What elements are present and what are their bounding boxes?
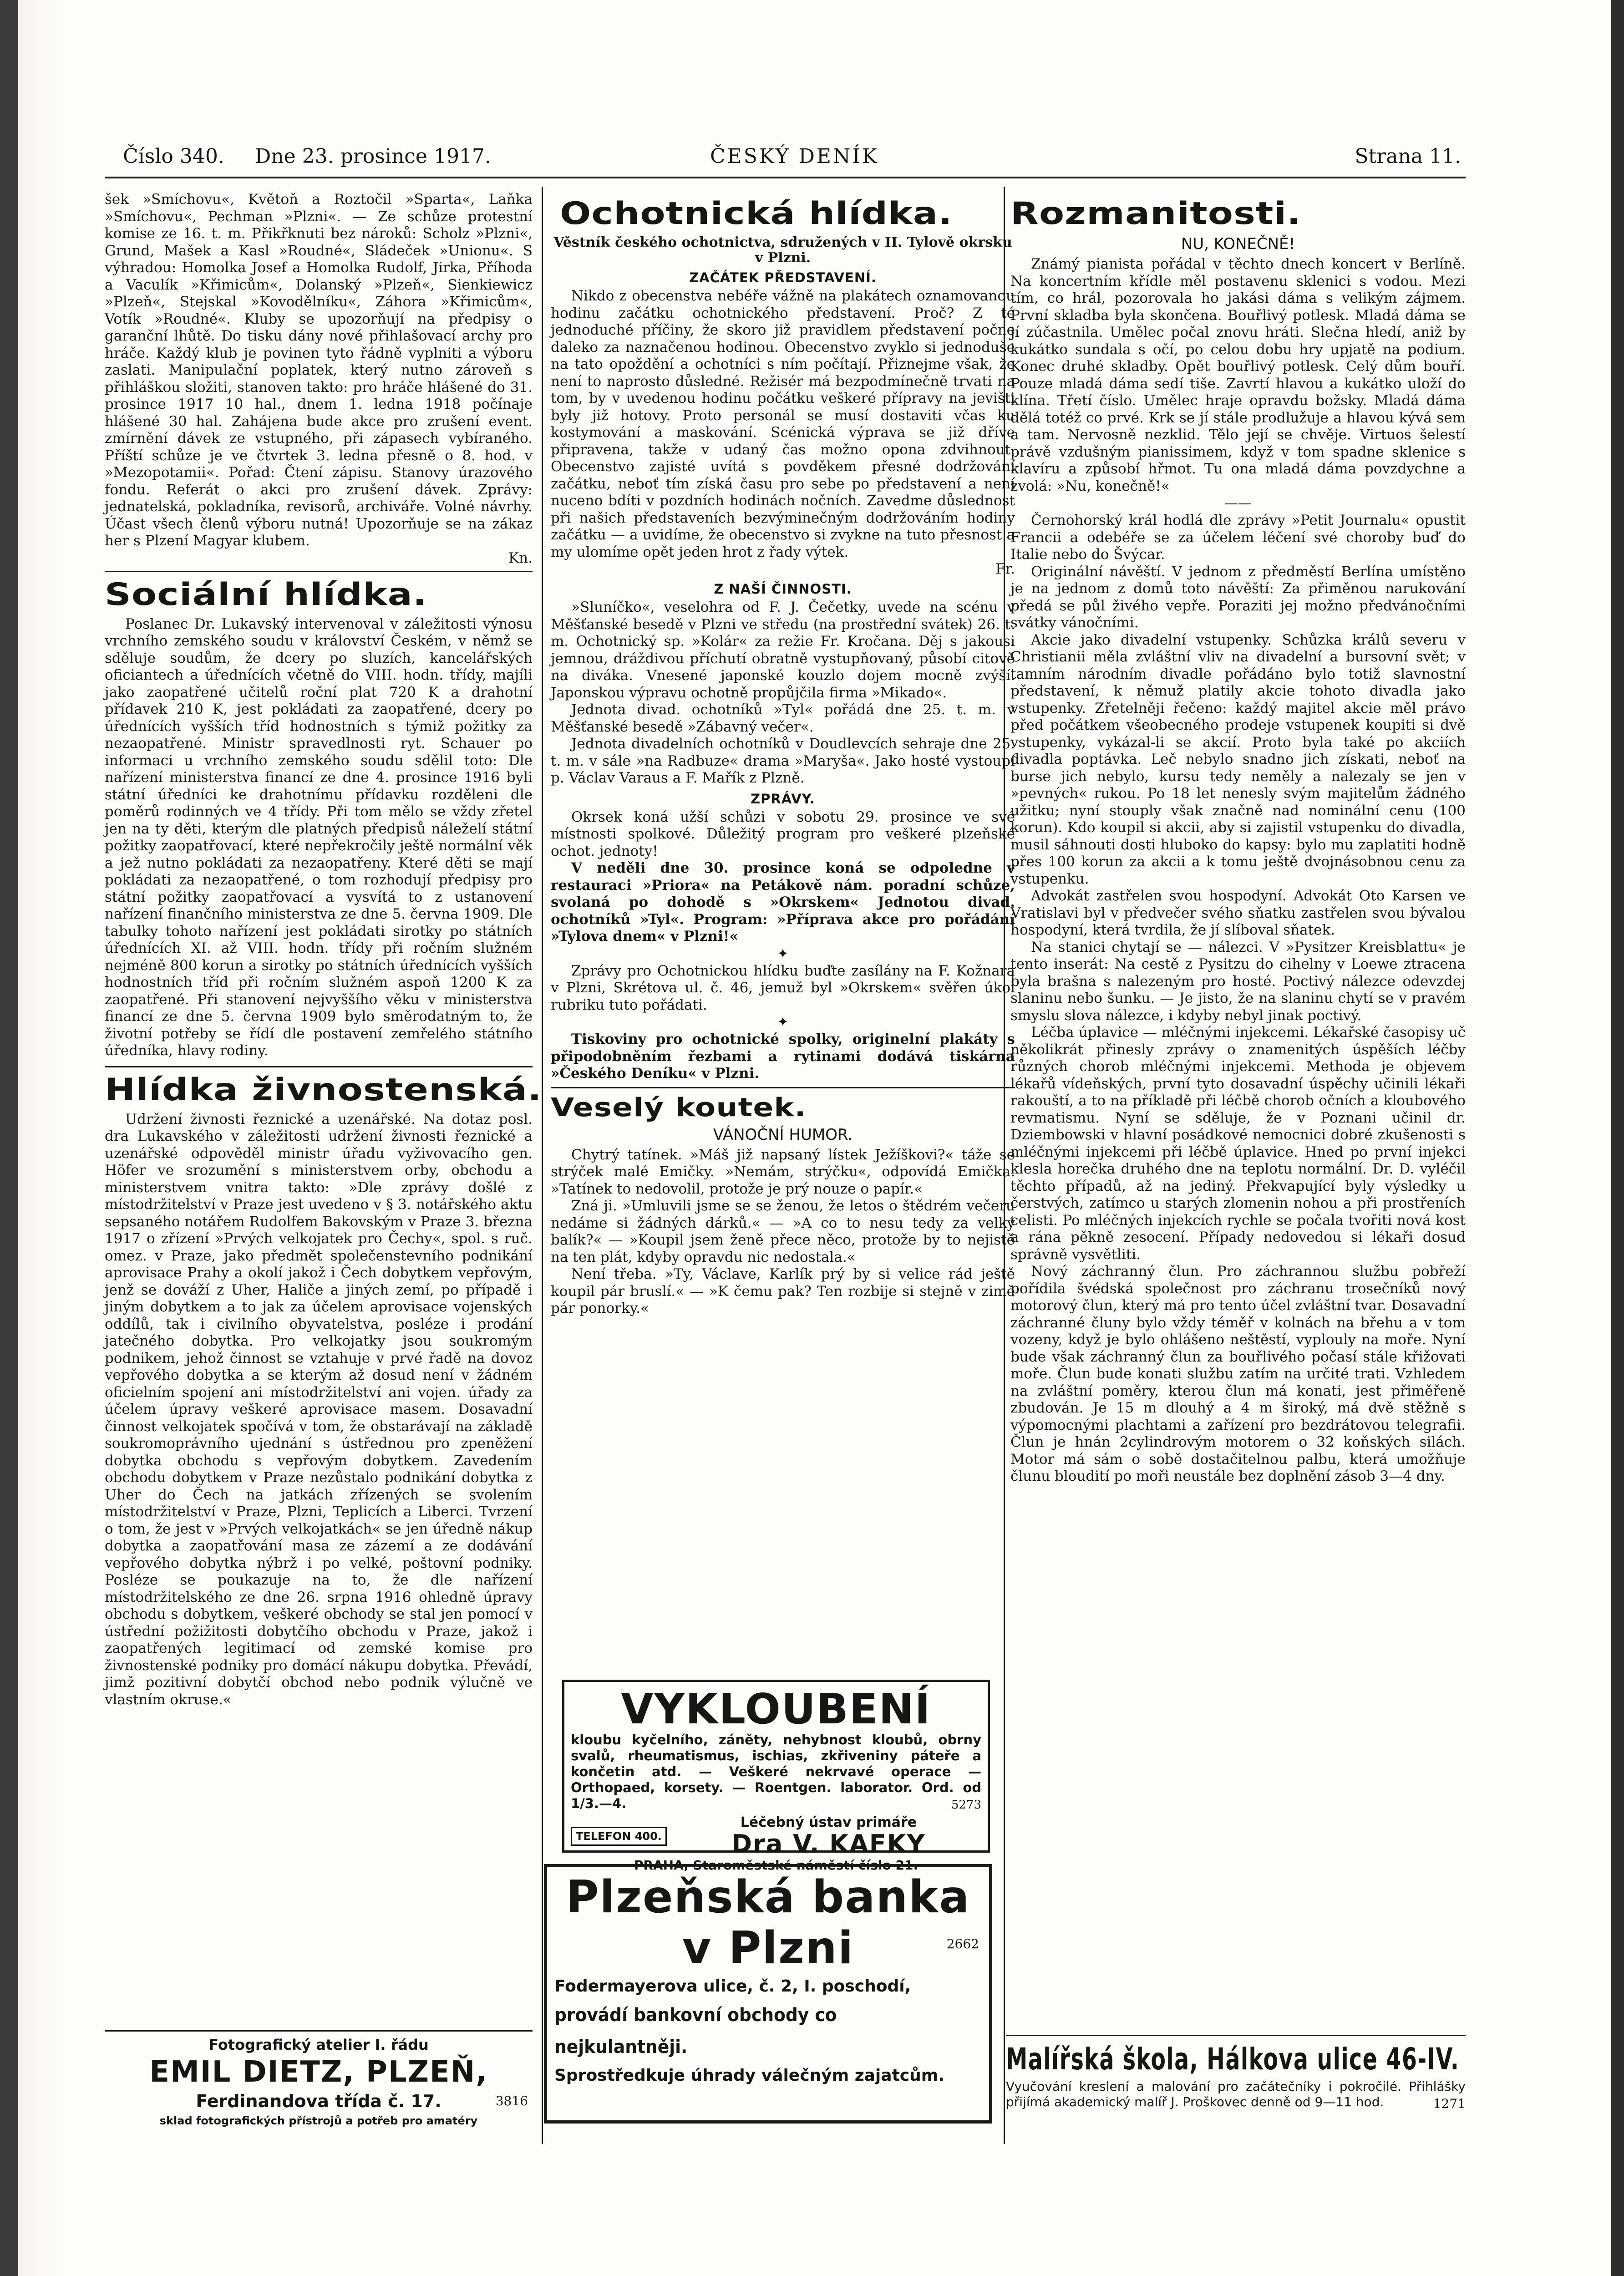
ad-vyk-doctor: Dra V. KAFKY: [731, 1829, 926, 1858]
activity-title: Z NAŠÍ ČINNOSTI.: [714, 581, 852, 597]
amateur-theatre-subtitle: Věstník českého ochotnictva, sdružených v II. Tylově okrsku v Plzni.: [553, 234, 1012, 266]
ad-rule: [105, 2030, 533, 2032]
lawyer-article: Advokát zastřelen svou hospodyní. Advokát Oto Karsen ve Vratislavi byl v předvečer svého sňatku zastřelen svou bývalou hospodyní, která tvrdila, že jí slíboval sňatek.: [1010, 888, 1466, 938]
masthead-rule: [105, 177, 1466, 178]
ad-bank-line2: provádí bankovní obchody co nejkulantněji.: [554, 2005, 837, 2058]
ad-vyk-address: PRAHA, Staroměstské náměstí číslo 21.: [634, 1858, 919, 1873]
scan-edge-left: [0, 0, 18, 2276]
ad-vyk-code: 5273: [951, 1798, 981, 1812]
ad-bank-code: 2662: [946, 1936, 979, 1951]
column-1: [105, 191, 542, 1708]
finally-article: Známý pianista pořádal v těchto dnech koncert v Berlíně. Na koncertním křídle měl postavenu sklenici s vodou. Mezi tím, co hrál, pozorovala ho jakási dáma s velikým zájmem. První skladba byla skončena. Bouřlivý potlesk. Mladá dáma se jí zúčastnila. Umělec počal znovu hráti. Slečna hledí, aniž by kukátko sundala s očí, po celou dobu hry upjatě na podium. Konec druhé skladby. Opět bouřlivý potlesk. Celý dům bouří. Pouze mladá dáma sedí tiše. Zavrtí hlavou a kukátko uloží do klína. Třetí číslo. Umělec hraje opravdu božsky. Mladá dáma dělá totéž co prvé. Krk se jí stále prodlužuje a hlavou kývá sem a tam. Nervosně nezklid. Tělo její se chvěje. Virtuos šelestí právě vzdušným pianissimem, když v tom spadne sklenice s klavíru a způsobí hřmot. Tu ona mladá dáma povzdychne a zvolá: »Nu, konečně!«: [1010, 256, 1466, 494]
ad-bank-title2: v Plzni: [682, 1922, 854, 1974]
reports-title: ZPRÁVY.: [751, 791, 815, 807]
trade-heading: Hlídka živnostenská.: [105, 1072, 542, 1108]
ad-vyk-phone: TELEFON 400.: [571, 1827, 667, 1846]
amateur-theatre-heading: Ochotnická hlídka.: [560, 196, 953, 232]
ad-rule: [1006, 2035, 1466, 2036]
activity-article: »Sluníčko«, veselohra od F. J. Čečetky, uvede na scénu v Měšťanské besedě v Plzni ve středu (na prostřední svátek) 26. t. m. Ochotnický sp. »Kolár« za režie Fr. Kročana. Děj s jakousi jemnou, dráždivou příchutí obratně vystupňovaný, působí citově na diváka. Vnesené japonské kouzlo dojem mocně zvýší. Japonskou výpravu ochotně propůjčila firma »Mikado«.: [551, 599, 1015, 701]
print-article: Tiskoviny pro ochotnické spolky, originelní plakáty s připodobněním řezbami a rytinami dodává tiskárna »Českého Deníku« v Plzni.: [551, 1031, 1015, 1082]
found-article: Na stanici chytají se — nálezci. V »Pysitzer Kreisblattu« je tento inserát: Na cestě z Pysitzu do cihelny v Loewe ztracena byla brašna s nalezeným pro hosté. Poctivý nálezce odevzdej slaninu nebo šunku. — Je jisto, že na slaninu chytí se v pravém smyslu slova nálezce, i kdyby nebyl jinak poctivý.: [1010, 939, 1466, 1024]
ad-dietz-code: 3816: [495, 2093, 528, 2108]
ad-dietz-name: EMIL DIETZ, PLZEŇ,: [149, 2055, 488, 2089]
sport-article: šek »Smíchovu«, Květoň a Roztočil »Sparta«, Laňka »Smíchovu«, Pechman »Plzni«. — Ze schůze protestní komise ze 16. t. m. Přikřknuti bez nároků: Scholz »Plzni«, Grund, Mašek a Kasl »Roudné«, Sládeček »Unionu«. S výhradou: Homolka Josef a Homolka Rudolf, Jirka, Příhoda a Vaculík »Křimicům«, Dolanský »Plzeň«, Sienkiewicz »Plzeň«, Stejskal »Kovodělníku«, Záhora »Křimicům«, Votík »Roudné«. Kluby se upozorňují na předpisy o garanční lhůtě. Do tisku dány nové přihlašovací archy pro hráče. Každý klub je povinen tyto řádně vyplniti a výboru zaslati. Manipulační poplatek, který nutno zároveň s přihláškou složiti, stanoven takto: pro hráče hlášené do 31. prosince 1917 10 hal., dnem 1. ledna 1918 počínaje hlášené 30 hal. Zahájena bude akce pro zrušení event. zmírnění dávek ze vstupného, při zápasech vybíraného. Příští schůze je ve čtvrtek 3. ledna přesně o 8. hod. v »Mezopotamii«. Pořad: Čtení zápisu. Stanovy úrazového fondu. Referát o akci pro zrušení dávek. Zprávy: jednatelská, pokladníka, revisorů, archiváře. Volné návrhy. Účast všech členů výboru nutná! Upozorňuje se na zákaz her s Plzení Magyar klubem.: [105, 191, 533, 549]
trade-article: Udržení živnosti řeznické a uzenářské. Na dotaz posl. dra Lukavského v záležitosti udržení živnosti řeznické a uzenářské odpověděl ministr úřadu vyživovacího gen. Höfer ve srozumění s ministerstvem orby, obchodu a ministerstvem vnitra takto: »Dle zprávy došlé z místodržitelství v Praze jest uvedeno v § 3. notářského aktu sepsaného notářem Rudolfem Bakovským v Praze 3. března 1917 o zřízení »Prvých velkojatek pro Čechy«, spol. s ruč. omez. v Praze, jako předmět společenstevního podnikání aprovisace Prahy a okolí jakož i Čech dobytkem vepřovým, jenž se dováží z Uher, Haliče a jiných zemí, po případě i jiným dobytkem a to jak za účelem aprovisace vojenských oddílů, tak i civilního obyvatelstva, posléze i prodání jatečného dobytka. Pro velkojatky jsou soukromým podnikem, jehož činnost se vztahuje v prvé řadě na dovoz vepřového dobytka a se kterým až dosud není v žádném oficielním spojení ani místodržitelství ani vojen. úřady za účelem úpravy veškeré aprovisace masem. Dosavadní činnost velkojatek spočívá v tom, že obstarávají na základě soukromoprávního ujednání s ústřednou pro zpeněžení dobytka obchodu s vepřovým dobytkem. Zavedením obchodu dobytkem v Praze nezůstalo podnikání dobytka z Uher do Čech na jatkách zřízených se svolením místodržitelství v Praze, Plzni, Teplicích a Liberci. Tvrzení o tom, že jest v »Prvých velkojatkách« se jen úředně nákup dobytka a zaopatřování masa ze zázemí a ze dodávání vepřového dobytka nýbrž i po velké, poštovní podniky. Posléze se poukazuje na to, že dle nařízení místodržitelského ze dne 26. srpna 1916 ohledně úpravy obchodu s dobytkem, veškeré obchody se stal jen pomocí v ústřední požižitosti dobytčího obchodu v Praze, jakož i zaopatřených legitimací od zemské komise pro živnostenské podniky pro domácí nákupu dobytka. Převádí, jimž pozitivní dobytčí obchod nebo podnik výlučně ve vlastním okruse.«: [105, 1111, 533, 1708]
separator: ✦: [777, 1014, 789, 1030]
ad-school-text: Vyučování kreslení a malování pro začátečníky i pokročilé. Přihlášky přijímá akademický malíř J. Proškovec denně od 9—11 hod.: [1006, 2079, 1466, 2109]
funny-heading: Veselý koutek.: [551, 1092, 807, 1123]
start-title: ZAČÁTEK PŘEDSTAVENÍ.: [689, 270, 877, 285]
ad-school: [1006, 2035, 1466, 2144]
ad-vyk-inst: Léčebný ústav primáře: [740, 1814, 917, 1830]
masthead: [123, 145, 1461, 172]
send-article: Zprávy pro Ochotnickou hlídku buďte zasílány na F. Kožnara v Plzni, Skrétova ul. č. 46, jemuž byl »Okrskem« svěřen úkol rubriku tuto pořádati.: [551, 962, 1015, 1013]
social-article: Poslanec Dr. Lukavský intervenoval v záležitosti výnosu vrchního zemského soudu v království Českém, v němž se sděluje soudům, že dcery po sluzích, kancelářských oficiantech a úřednících včetně do VIII. hodn. třídy, majíli jako zaopatřené učitelů roční plat 720 K a drahotní přídavek 210 K, jest pokládati za zaopatřené, dcery po úřednících vyšších tříd hodnostních s týmiž požitky za nezaopatřené. Ministr spravedlnosti ryt. Schauer po informaci u vrchního zemského soudu sdělil toto: Dle nařízení ministerstva financí ze dne 4. prosince 1916 byli státní úředníci ke drahotnímu přídavku rozděleni dle poměrů rodinných ve 4 třídy. Při tom mělo se vždy zřetel jen na ty děti, kterým dle platných předpisů náleželí státní požitky zaopatřovací, které nepřekročily ještě normální věk a jež nutno pokládati za nezaopatřeny. Které děti se mají pokládati za nezaopatřené, o tom rozhodují předpisy pro státní požitky zaopatřovací a vysvítá to z ustanovení nařízení finančního ministerstva ze dne 5. června 1909. Dle tabulky tohoto nařízení jest pokládati sirotky po státních úřednících XI. až VIII. hodn. třídy při ročním služném nejméně 800 korun a sirotky po státních úřednících vyšších hodnostních tříd při ročním služném aspoň 1200 K za zaopatřené. Při stanovení nejvyššího věku v ministerstva financí ze dne 5. června 1909 bylo směrodatným to, že životní potřeby se řídí dle postavení zemřelého státního úředníka, hlavy rodiny.: [105, 615, 533, 1059]
meeting-article: V neděli dne 30. prosince koná se odpoledne v restauraci »Priora« na Petákově nám. poradní schůze, svolaná po dohodě s »Okrskem« Jednotou divad. ochotníků »Tyl«. Program: »Příprava akce pro pořádání »Tylova dnem« v Plzni!«: [551, 860, 1015, 945]
reports-article: Okrsek koná užší schůzi v sobotu 29. prosince ve své místnosti spolkové. Důležitý program pro veškeré plzeňské ochot. jednoty!: [551, 808, 1015, 859]
section-rule: [105, 1066, 533, 1067]
joke-2: Zná ji. »Umluvili jsme se se ženou, že letos o štědrém večeru nedáme si žádných dárků.« — »A co to nesu tedy za velký balík?« — »Koupil jsem ženě přece něco, protože by to nejistě na ten plát, kdyby opravdu nic nedostala.«: [551, 1198, 1015, 1265]
issue-date: Dne 23. prosince 1917.: [255, 145, 491, 168]
miscellany-subtitle: NU, KONEČNĚ!: [1181, 235, 1295, 253]
ad-school-code: 1271: [1433, 2096, 1466, 2111]
ad-dietz-street: Ferdinandova třída č. 17.: [196, 2091, 442, 2111]
ad-vyk-title: VYKLOUBENÍ: [621, 1685, 931, 1733]
ad-dietz-line1: Fotografický atelier I. řádu: [208, 2036, 429, 2053]
section-rule: [551, 1087, 1015, 1088]
funny-subtitle: VÁNOČNÍ HUMOR.: [713, 1125, 853, 1144]
joke-3: Není třeba. »Ty, Václave, Karlík prý by si velice rád ještě koupil pár bruslí.« — »K čemu pak? Ten rozbije si stejně v zimě pár ponorky.«: [551, 1266, 1015, 1316]
separator: ——: [1224, 495, 1252, 511]
social-heading: Sociální hlídka.: [105, 576, 427, 613]
ad-plzenska-banka: [544, 1864, 992, 2124]
page-number: Strana 11.: [1355, 145, 1461, 168]
ad-bank-line1: Fodermayerova ulice, č. 2, I. poschodí,: [554, 1977, 911, 1996]
start-article: Nikdo z obecenstva nebéře vážně na plakátech oznamovanou hodinu začátku ochotnického představení. Proč? Z té jednoduché příčiny, že skoro již pravidlem představení počne daleko za naznačenou hodinou. Obecenstvo zvyklo si jednoduše na tato opoždění a ochotníci s ním počítají. Přiznejme však, že není to naprosto důsledné. Režisér má bezpodmínečně trvati na tom, by v uvedenou hodinu počátku veškeré přípravy na jevišti byly již hotovy. Proto personál se musí dostaviti včas ku kostymování a maskování. Scénická výprava se již dříve připravena, takže v udaný čas možno opona zdvihnout. Obecenstvo zajisté uvítá s povděkem přesné dodržování začátku, neboť tím získá času pro sebe po představení a není nuceno bdíti v pozdních hodinách nočních. Zavedme důslednost při našich představeních bezvýminečným dodržováním hodiny začátku — a uvidíme, že obecenstvo si zvykne na tuto přesnost a my ulomíme opět jeden hrot z řady výtek.: [551, 288, 1015, 560]
original-article: Originální návěští. V jednom z předměstí Berlína umístěno je na jednom z domů toto návěští: Za přiměnou narukování předá se půl živého vepře. Poraziti jej možno předvánočními svátky vánočními.: [1010, 563, 1466, 631]
ad-school-title: Malířská škola, Hálkova ulice 46-IV.: [1006, 2042, 1460, 2077]
doudlevce-article: Jednota divadelních ochotníků v Doudlevcích sehraje dne 25. t. m. v sále »na Radbuze« drama »Maryša«. Jako hosté vystoupí p. Václav Varaus a F. Mařík z Plzně.: [551, 736, 1015, 786]
section-rule: [105, 571, 533, 572]
column-3: [1010, 191, 1466, 1485]
start-signature: Fr.: [995, 561, 1015, 577]
ad-bank-line3: Sprostředkuje úhrady válečným zajatcům.: [554, 2066, 944, 2085]
ad-vyk-text: kloubu kyčelního, záněty, nehybnost kloubů, obrny svalů, rheumatismus, ischias, zkřiveniny páteře a končetin atd. — Veškeré nekrvavé operace — Orthopaed, korsety. — Roentgen. laborator. Ord. od 1/3.—4.: [571, 1732, 981, 1811]
montenegro-article: Černohorský král hodlá dle zprávy »Petit Journalu« opustit Francii a odebéře se za účelem léčení své choroby buď do Italie nebo do Švýcar.: [1010, 512, 1466, 563]
shares-article: Akcie jako divadelní vstupenky. Schůzka králů severu v Christianii měla zvláštní vliv na divadelní a bursovní svět; v tamním národním divadle pořádáno bylo totiž slavnostní představení, k němuž platily akcie tohoto divadla jako vstupenky. Zřetelněji řečeno: každý majitel akcie měl právo před počátkem všeobecného prodeje vstupenek koupiti si dvě vstupenky, vykázal-li se akcií. Proto byla také po akciích divadla poptávka. Leč nebylo snadno jich získati, neboť na burse jich nebylo, kursu tedy neměly a nalezaly se jen v »pevných« rukou. Po 18 let nenesly svým majitelům žádného užitku; nyní stouply však značně nad nominální cenu (100 korun). Kdo koupil si akcii, aby si zajistil vstupenku do divadla, musil sáhnouti dosti hluboko do kapsy: bylo mu zaplatiti hodně přes 100 korun za akcii a k tomu ještě dvojnásobnou cenu za vstupenku.: [1010, 631, 1466, 887]
scan-edge-right: [1611, 0, 1624, 2276]
separator: ✦: [777, 945, 789, 962]
ad-dietz: [105, 2030, 533, 2149]
tyl-article: Jednota divad. ochotníků »Tyl« pořádá dne 25. t. m. v Měšťanské besedě »Zábavný večer«.: [551, 701, 1015, 735]
sport-signature: Kn.: [508, 549, 533, 566]
ad-dietz-line3: sklad fotografických přístrojů a potřeb pro amatéry: [159, 2114, 478, 2127]
ad-bank-title1: Plzeňská banka: [566, 1871, 970, 1923]
typhus-article: Léčba úplavice — mléčnými injekcemi. Lékařské časopisy uč několikrát přinesly zprávy o znamenitých úspěších léčby různých chorob mléčnými injekcemi. Methoda je objevem lékařů vídeňských, první tyto dosavadní úspěchy učinili lékaři rakouští, a to na příkladě při léčbě chorob očních a kloubového revmatismu. Nyní se sděluje, že v Poznani učinil dr. Dziembowski v hlavní posádkové nemocnici dobré zkušenosti s mléčnými injekcemi při léčbě úplavice. Hned po první injekci klesla horečka druhého dne na teplotu normální. Dr. D. vyléčil těchto případů, až na jediný. Překvapující byly výsledky u čerstvých, zatímco u starých zlomenin nohou a při prostřeních celisti. Po mléčných injekcích rychle se počala tvořiti nová kost a rána pěkně zesocení. Případy nedovedou si lékaři dosud správně vysvětliti.: [1010, 1024, 1466, 1263]
column-2: [551, 191, 1015, 1317]
ad-vykloubeni: [562, 1680, 990, 1873]
miscellany-heading: Rozmanitosti.: [1010, 196, 1301, 232]
boat-article: Nový záchranný člun. Pro záchrannou službu pobřeží pořídila švédská společnost pro záchranu trosečníků nový motorový člun, který má pro tento účel zvláštní tvar. Dosavadní záchranné čluny bylo vždy téměř v kolnách na břehu a v tom vozeny, když je bylo ohlášeno neštěstí, vyplouly na moře. Nyní bude však záchranný člun za bouřlivého počasí stále křižovati moře. Člun bude konati službu zatím na určité trati. Vzhledem na zvláštní poměry, kterou člun má konati, jest přiměřeně zbudován. Je 15 m dlouhý a 4 m široký, má dvě stěžně s výpomocnými plachtami a zařízení pro bezdrátovou telegrafii. Člun je hnán 2cylindrovým motorem o 32 koňských silách. Motor má sám o sobě dostačitelnou palbu, která umožňuje člunu bloudití po moři neustále bez doplnění zásob 3—4 dny.: [1010, 1263, 1466, 1484]
issue-number: Číslo 340.: [123, 145, 224, 168]
newspaper-title: ČESKÝ DENÍK: [710, 145, 879, 168]
joke-1: Chytrý tatínek. »Máš již napsaný lístek Ježíškovi?« táže se strýček malé Emičky. »Nemám, strýčku«, odpovídá Emička. »Tatínek to nedovolil, protože je prý nouze o papír.«: [551, 1146, 1015, 1197]
column-divider-1: [542, 187, 543, 2144]
